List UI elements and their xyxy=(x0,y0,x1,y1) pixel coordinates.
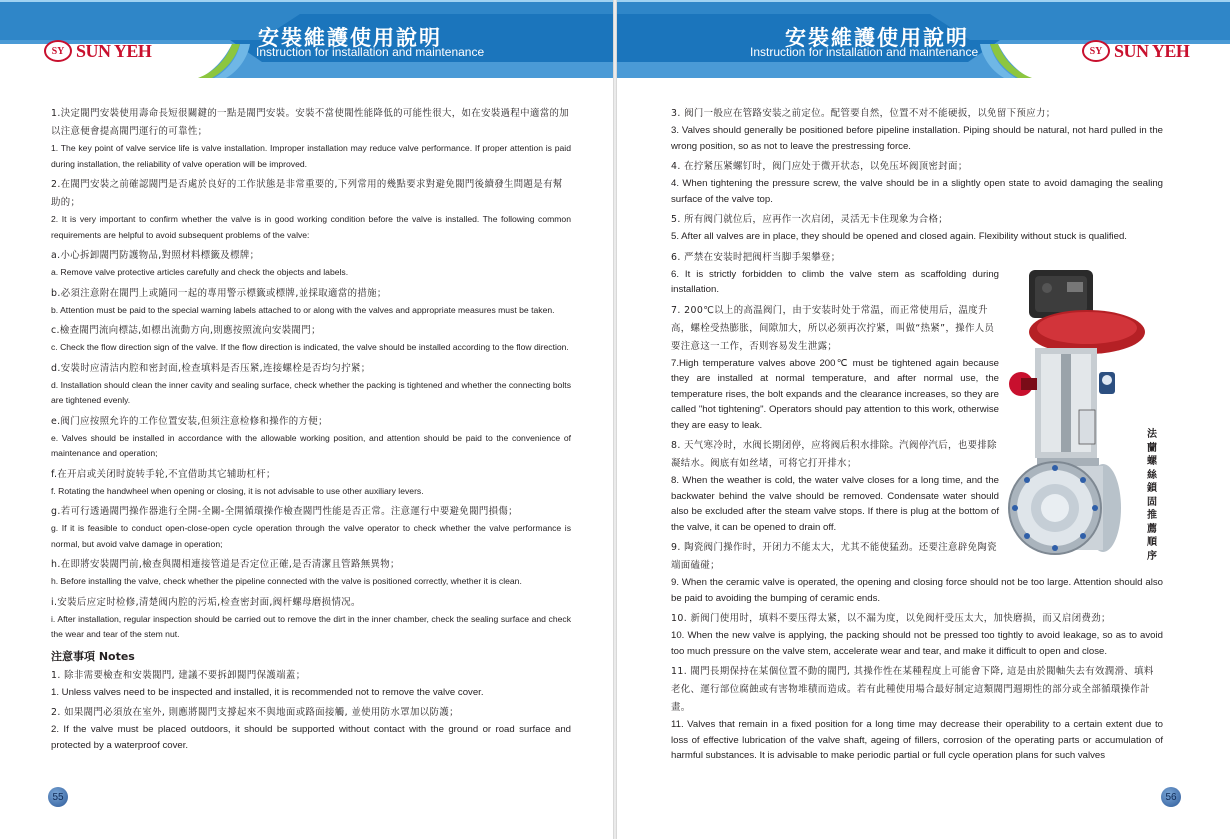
item-text-zh: h.在即將安裝閥門前,檢查與閥相連接管道是否定位正確,是否清潔且管路無異物； xyxy=(51,559,400,570)
item-text-zh: g.若可行透過閥門操作器進行全開-全關-全開循環操作檢查閥門性能是否正常。注意運行中要避免閥門損傷； xyxy=(51,506,518,517)
item-10 xyxy=(671,610,1163,659)
item-text-en: g. If it is feasible to conduct open-close-open cycle operation through the valve operator to check whether the valve performance is normal, but avoid valve damage in operation; xyxy=(51,523,571,549)
item-g xyxy=(51,503,571,552)
right-page xyxy=(617,0,1230,839)
note-2 xyxy=(51,704,571,753)
item-7 xyxy=(671,302,999,434)
item-text-en: 4. When tightening the pressure screw, the valve should be in a slightly open state to avoid damaging the sealing surface of the valve top. xyxy=(671,178,1163,205)
valve-illustration xyxy=(1007,268,1157,568)
left-page xyxy=(0,0,613,839)
note-text-en: 1. Unless valves need to be inspected and installed, it is recommended not to remove the valve cover. xyxy=(51,686,484,698)
item-8 xyxy=(671,437,999,535)
item-text-zh: 7. 200℃以上的高温阀门，由于安装时处于常温，而正常使用后，温度升高，螺栓受热膨胀，间隙加大，所以必须再次拧紧，叫做“热紧”，操作人员要注意这一工作，否则容易发生泄露； xyxy=(671,304,995,352)
item-text-en: c. Check the flow direction sign of the valve. If the flow direction is indicated, the valve should be installed according to the flow direction. xyxy=(51,342,569,352)
notes-heading: 注意事項 Notes xyxy=(51,649,135,663)
item-text-en: 5. After all valves are in place, they should be opened and closed again. Flexibility without stuck is qualified. xyxy=(671,231,1127,242)
item-text-zh: c.檢查閥門流向標誌,如標出流動方向,則應按照流向安裝閥門； xyxy=(51,325,321,336)
page-number-right: 56 xyxy=(1161,787,1181,807)
item-h xyxy=(51,556,571,590)
item-b xyxy=(51,285,571,319)
note-text-zh: 1. 除非需要檢查和安裝閥門, 建議不要拆卸閥門保護端蓋； xyxy=(51,669,306,681)
item-text-en: f. Rotating the handwheel when opening or closing, it is not advisable to use other auxiliary levers. xyxy=(51,485,424,496)
item-text-en: 2. It is very important to confirm whether the valve is in good working condition before the valve is installed. The following common requirements are helpful to avoid subsequent problems of the valve: xyxy=(51,214,571,240)
item-text-zh: a.小心拆卸閥門防護物品,對照材料標籤及標牌； xyxy=(51,250,260,261)
item-text-zh: 9. 陶瓷阀门操作时，开闭力不能太大，尤其不能使猛劲。还要注意辟免陶瓷端面磕碰； xyxy=(671,542,997,571)
logo xyxy=(44,40,151,62)
item-11 xyxy=(671,663,1163,764)
logo xyxy=(1082,40,1189,62)
logo-mark: SY xyxy=(44,40,72,62)
item-text-zh: 2.在閥門安裝之前確認閥門是否處於良好的工作狀態是非常重要的,下列常用的幾點要求對避免閥門後續發生問題是有幫助的； xyxy=(51,179,563,208)
item-a xyxy=(51,247,571,281)
item-i xyxy=(51,594,571,643)
item-5 xyxy=(671,211,1163,245)
note-1 xyxy=(51,667,571,701)
item-text-zh: f.在开启或关闭时旋转手轮,不宜借助其它辅助杠杆； xyxy=(51,468,276,480)
page-title-en: Instruction for installation and maintenance xyxy=(256,45,485,59)
item-text-zh: e.阀门应按照允许的工作位置安装,但须注意检修和操作的方便； xyxy=(51,415,328,427)
page-title-en: Instruction for installation and maintenance xyxy=(750,45,979,59)
item-text-en: 9. When the ceramic valve is operated, the opening and closing force should not be too large. Attention should also be paid to avoiding the bumping of ceramic ends. xyxy=(671,577,1163,604)
item-text-zh: 11. 閥門長期保持在某個位置不動的閥門, 其操作性在某種程度上可能會下降, 這是由於閥軸失去有效潤滑、填料老化、運行部位腐蝕或有害物堆積而造成。若有此種使用場合最好制定這類閥門週期性的部分或全部循環操作計畫。 xyxy=(671,666,1154,713)
item-f xyxy=(51,466,571,500)
item-text-en: 6. It is strictly forbidden to climb the valve stem as scaffolding during installation. xyxy=(671,268,999,295)
item-1 xyxy=(51,105,571,172)
item-text-en: i. After installation, regular inspection should be carried out to remove the dirt in the inner chamber, check the sealing surface and check the wear and tear of the stem nut. xyxy=(51,613,571,639)
logo-text: SUN YEH xyxy=(1114,40,1190,61)
item-4 xyxy=(671,158,1163,207)
logo-text: SUN YEH xyxy=(76,40,152,61)
note-text-zh: 2. 如果閥門必須放在室外, 則應將閥門支撐起來不與地面或路面接觸, 並使用防水罩加以防護； xyxy=(51,707,459,718)
item-text-en: 8. When the weather is cold, the water valve closes for a long time, and the backwater behind the valve should be removed. Condensate water should also be excluded after the steam valve stops. If there is plug at the bottom of the valve, it can be opened to drain off. xyxy=(671,475,999,533)
item-text-zh: 3. 阀门一般应在管路安装之前定位。配管要自然，位置不对不能硬扳，以免留下预应力； xyxy=(671,108,1056,119)
item-text-zh: 1.決定閥門安裝使用壽命長短很關鍵的一點是閥門安裝。安裝不當使閥性能降低的可能性很大，如在安裝過程中適當的加以注意便會提高閥門運行的可靠性； xyxy=(51,108,570,137)
item-text-zh: 4. 在拧紧压紧螺钉时，阀门应处于微开状态，以免压坏阀顶密封面； xyxy=(671,161,968,172)
item-d xyxy=(51,360,571,409)
item-6 xyxy=(671,249,999,298)
item-text-zh: i.安裝后应定时检修,清楚阀内腔的污垢,检查密封面,阀杆螺母磨损情况。 xyxy=(51,596,361,608)
item-text-en: 11. Valves that remain in a fixed position for a long time may decrease their operability to a certain extent due to loss of effective lubrication of the valve shaft, ageing of fillers, corrosion of the operating parts or accumulation of harmful substances. It is advisable to make periodic partial or full cycle operation plans for such valves xyxy=(671,719,1163,761)
item-text-zh: d.安裝时应清洁内腔和密封面,检查填料是否压紧,连接螺栓是否均匀拧紧； xyxy=(51,362,371,374)
item-text-en: 10. When the new valve is applying, the packing should not be pressed too tightly to avoid leakage, so as to avoid too much pressure on the valve stem, accelerate wear and tear, and make it difficult to open and close. xyxy=(671,630,1163,657)
item-text-zh: b.必須注意附在閥門上或隨同一起的專用警示標籤或標牌,並採取適當的措施； xyxy=(51,287,387,299)
item-text-zh: 5. 所有阀门就位后，应再作一次启闭，灵活无卡住现象为合格； xyxy=(671,214,949,225)
item-text-en: e. Valves should be installed in accordance with the allowable working position, and attention should be paid to the convenience of maintenance and operation; xyxy=(51,432,571,458)
left-content xyxy=(51,105,571,757)
item-text-en: a. Remove valve protective articles carefully and check the objects and labels. xyxy=(51,267,349,277)
logo-mark: SY xyxy=(1082,40,1110,62)
item-text-zh: 8. 天气寒冷时，水阀长期闭停，应将阀后积水排除。汽阀停汽后，也要排除凝结水。阀底有如丝堵，可将它打开排水； xyxy=(671,440,997,469)
item-text-en: h. Before installing the valve, check whether the pipeline connected with the valve is positioned correctly, whether it is clean. xyxy=(51,576,522,586)
item-text-en: 3. Valves should generally be positioned before pipeline installation. Piping should be natural, not hard pulled in the wrong position, so as not to leave the prestressing force. xyxy=(671,125,1163,152)
item-c xyxy=(51,322,571,356)
header-banner-left xyxy=(0,0,613,78)
item-text-en: b. Attention must be paid to the special warning labels attached to or along with the valves and appropriate measures must be taken. xyxy=(51,304,555,315)
header-banner-right xyxy=(617,0,1230,78)
item-text-zh: 10. 新阀门使用时，填料不要压得太紧，以不漏为度，以免阀杆受压太大，加快磨损，而又启闭费劲； xyxy=(671,613,1111,624)
item-2 xyxy=(51,176,571,243)
page-number-left: 55 xyxy=(48,787,68,807)
item-text-en: 1. The key point of valve service life is valve installation. Improper installation may reduce valve performance. If proper attention is paid during installation, the reliability of valve operation will be improved. xyxy=(51,143,571,169)
page-title-zh: 安裝維護使用說明 xyxy=(258,26,442,50)
page-title-zh: 安裝維護使用說明 xyxy=(785,26,969,50)
item-3 xyxy=(671,105,1163,154)
item-e xyxy=(51,413,571,462)
flange-bolt-caption: 法蘭螺絲鎖固推薦順序 xyxy=(1147,429,1157,562)
item-text-en: 7.High temperature valves above 200℃ must be tightened again because they are installed at normal temperature, and after normal use, the temperature rises, the bolt expands and the clearance increases, so they are called "hot tightening". Operators should pay attention to this work, otherwise they are easy to leak. xyxy=(671,357,999,431)
item-text-zh: 6. 严禁在安装时把阀杆当脚手架攀登； xyxy=(671,251,841,263)
note-text-en: 2. If the valve must be placed outdoors, it should be supported without contact with the ground or road surface and protected by a waterproof cover. xyxy=(51,724,571,751)
item-text-en: d. Installation should clean the inner cavity and sealing surface, check whether the packing is tightened and whether the connecting bolts are tightened evenly. xyxy=(51,379,571,405)
